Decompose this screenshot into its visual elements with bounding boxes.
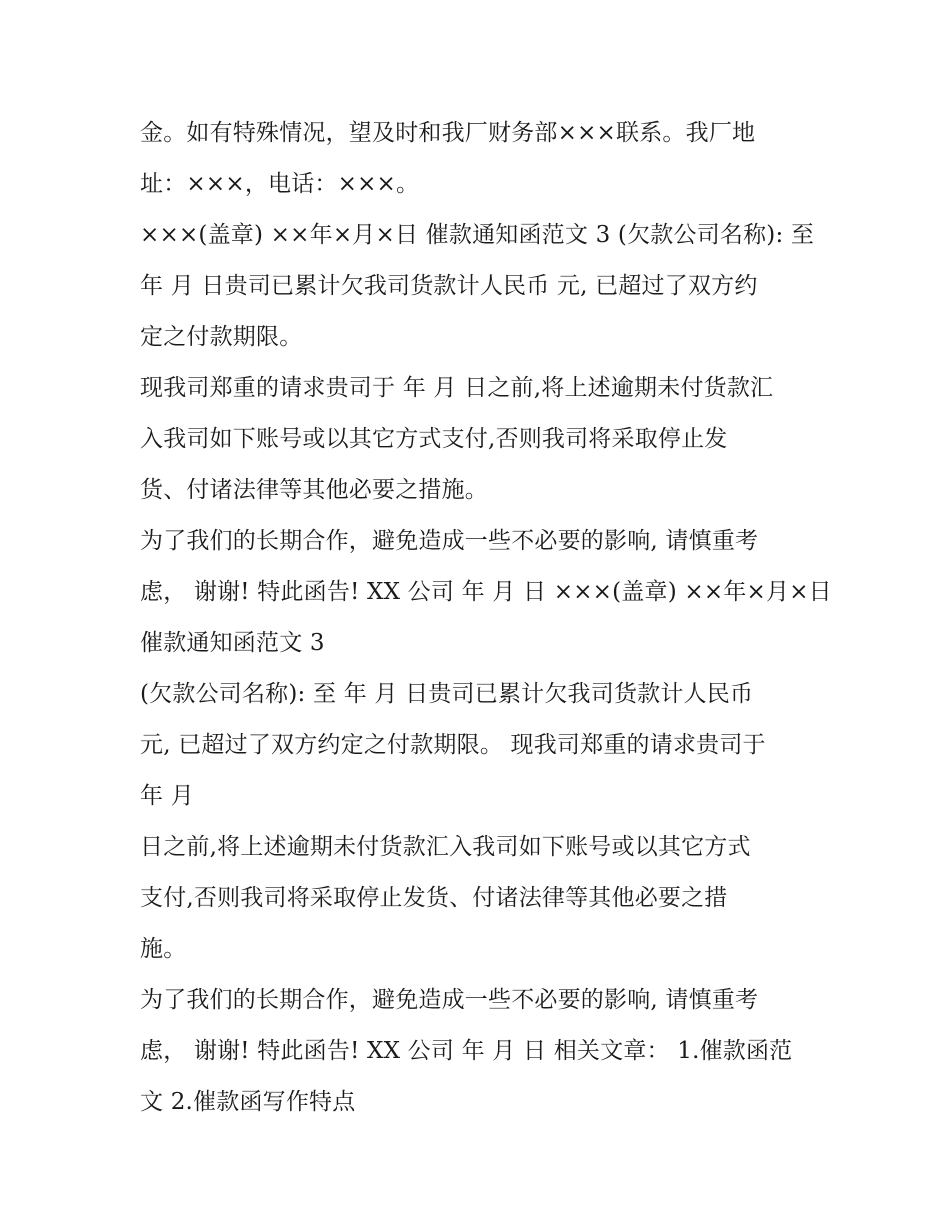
text-line: 催款通知函范文 3	[140, 630, 325, 656]
text-line: ×××(盖章) ××年×月×日 催款通知函范文 3 (欠款公司名称): 至	[140, 222, 815, 248]
text-line: 虑， 谢谢! 特此函告! XX 公司 年 月 日 相关文章： 1.催款函范	[140, 1038, 793, 1064]
text-line: 虑， 谢谢! 特此函告! XX 公司 年 月 日 ×××(盖章) ××年×月×日	[140, 579, 832, 605]
text-line: 定之付款期限。	[140, 324, 303, 350]
text-line: 文 2.催款函写作特点	[140, 1089, 356, 1115]
text-line: 支付,否则我司将采取停止发货、付诸法律等其他必要之措	[140, 885, 728, 911]
text-line: 年 月 日贵司已累计欠我司货款计人民币 元, 已超过了双方约	[140, 273, 758, 299]
text-line: 址：×××，电话：×××。	[140, 171, 420, 197]
text-line: 施。	[140, 936, 187, 962]
text-line: 现我司郑重的请求贵司于 年 月 日之前,将上述逾期未付货款汇	[140, 375, 774, 401]
text-line: 元, 已超过了双方约定之付款期限。 现我司郑重的请求贵司于	[140, 732, 766, 758]
document-body	[140, 108, 830, 1128]
text-line: (欠款公司名称): 至 年 月 日贵司已累计欠我司货款计人民币	[140, 681, 754, 707]
text-line: 入我司如下账号或以其它方式支付,否则我司将采取停止发	[140, 426, 728, 452]
text-line: 为了我们的长期合作，避免造成一些不必要的影响, 请慎重考	[140, 528, 759, 554]
text-line: 为了我们的长期合作，避免造成一些不必要的影响, 请慎重考	[140, 987, 759, 1013]
text-line: 年 月	[140, 783, 194, 809]
text-line: 货、付诸法律等其他必要之措施。	[140, 477, 488, 503]
text-line: 日之前,将上述逾期未付货款汇入我司如下账号或以其它方式	[140, 834, 751, 860]
text-line: 金。如有特殊情况，望及时和我厂财务部×××联系。我厂地	[140, 120, 756, 146]
